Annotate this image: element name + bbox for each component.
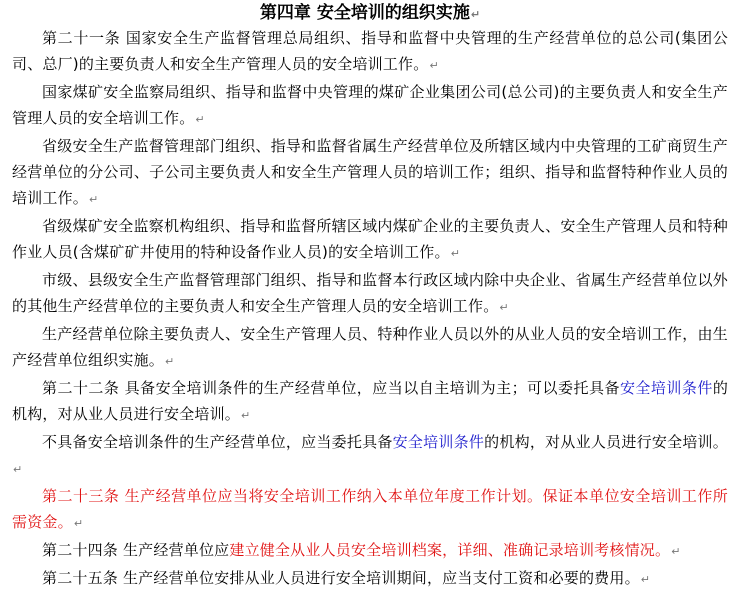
training-conditions-link[interactable]: 安全培训条件 bbox=[619, 379, 713, 397]
paragraph-mark: ↵ bbox=[450, 247, 461, 260]
paragraph-mark: ↵ bbox=[241, 409, 251, 422]
paragraph-text: 第二十五条 生产经营单位安排从业人员进行安全培训期间，应当支付工资和必要的费用。 bbox=[42, 569, 640, 587]
paragraph-mark: ↵ bbox=[195, 113, 205, 126]
chapter-title bbox=[12, 1, 728, 25]
paragraph-text: 第二十一条 国家安全生产监督管理总局组织、指导和监督中央管理的生产经营单位的总公司(集团公司、总厂)的主要负责人和安全生产管理人员的安全培训工作。 bbox=[12, 29, 728, 73]
coal-bureau-paragraph bbox=[12, 79, 728, 133]
training-records-emphasis: 建立健全从业人员安全培训档案，详细、准确记录培训考核情况。 bbox=[229, 541, 671, 559]
paragraph-mark: ↵ bbox=[13, 463, 23, 476]
city-county-paragraph bbox=[12, 267, 728, 321]
article-22-paragraph bbox=[12, 375, 728, 429]
paragraph-text: 第二十二条 具备安全培训条件的生产经营单位，应当以自主培训为主；可以委托具备 bbox=[42, 379, 620, 397]
paragraph-mark: ↵ bbox=[499, 301, 509, 314]
paragraph-text: 第二十四条 生产经营单位应 bbox=[42, 541, 230, 559]
article-25-paragraph bbox=[12, 565, 728, 593]
paragraph-mark: ↵ bbox=[640, 573, 651, 586]
training-conditions-link[interactable]: 安全培训条件 bbox=[392, 433, 485, 451]
paragraph-text: 国家煤矿安全监察局组织、指导和监督中央管理的煤矿企业集团公司(总公司)的主要负责人和安全生产管理人员的安全培训工作。 bbox=[12, 83, 728, 127]
paragraph-mark: ↵ bbox=[89, 193, 99, 206]
article-21-paragraph bbox=[12, 25, 728, 79]
article-24-paragraph bbox=[12, 537, 728, 565]
paragraph-text: 不具备安全培训条件的生产经营单位，应当委托具备 bbox=[42, 433, 393, 451]
paragraph-text: 省级安全生产监督管理部门组织、指导和监督省属生产经营单位及所辖区域内中央管理的工矿商贸生产经营单位的分公司、子公司主要负责人和安全生产管理人员的培训工作；组织、指导和监督特种作业人员的培训工作。 bbox=[12, 137, 728, 207]
other-staff-paragraph bbox=[12, 321, 728, 375]
paragraph-mark: ↵ bbox=[429, 59, 439, 72]
paragraph-text: 省级煤矿安全监察机构组织、指导和监督所辖区域内煤矿企业的主要负责人、安全生产管理人员和特种作业人员(含煤矿矿井使用的特种设备作业人员)的安全培训工作。 bbox=[12, 217, 728, 261]
paragraph-mark: ↵ bbox=[73, 517, 84, 530]
paragraph-text: 的机构，对从业人员进行安全培训。 bbox=[12, 379, 729, 423]
paragraph-mark: ↵ bbox=[470, 8, 481, 21]
paragraph-text: 第二十三条 生产经营单位应当将安全培训工作纳入本单位年度工作计划。保证本单位安全培训工作所需资金。 bbox=[12, 487, 728, 531]
paragraph-mark: ↵ bbox=[165, 355, 175, 368]
paragraph-text: 生产经营单位除主要负责人、安全生产管理人员、特种作业人员以外的从业人员的安全培训工作，由生产经营单位组织实施。 bbox=[12, 325, 728, 369]
article-23-paragraph bbox=[12, 483, 728, 537]
provincial-coal-paragraph bbox=[12, 213, 728, 267]
paragraph-text: 的机构，对从业人员进行安全培训。 bbox=[484, 433, 729, 451]
provincial-supervision-paragraph bbox=[12, 133, 728, 213]
paragraph-text: 市级、县级安全生产监督管理部门组织、指导和监督本行政区域内除中央企业、省属生产经营单位以外的其他生产经营单位的主要负责人和安全生产管理人员的安全培训工作。 bbox=[12, 271, 728, 315]
paragraph-mark: ↵ bbox=[671, 545, 681, 558]
chapter-title-text: 第四章 安全培训的组织实施 bbox=[259, 3, 470, 23]
entrust-paragraph bbox=[12, 429, 728, 483]
